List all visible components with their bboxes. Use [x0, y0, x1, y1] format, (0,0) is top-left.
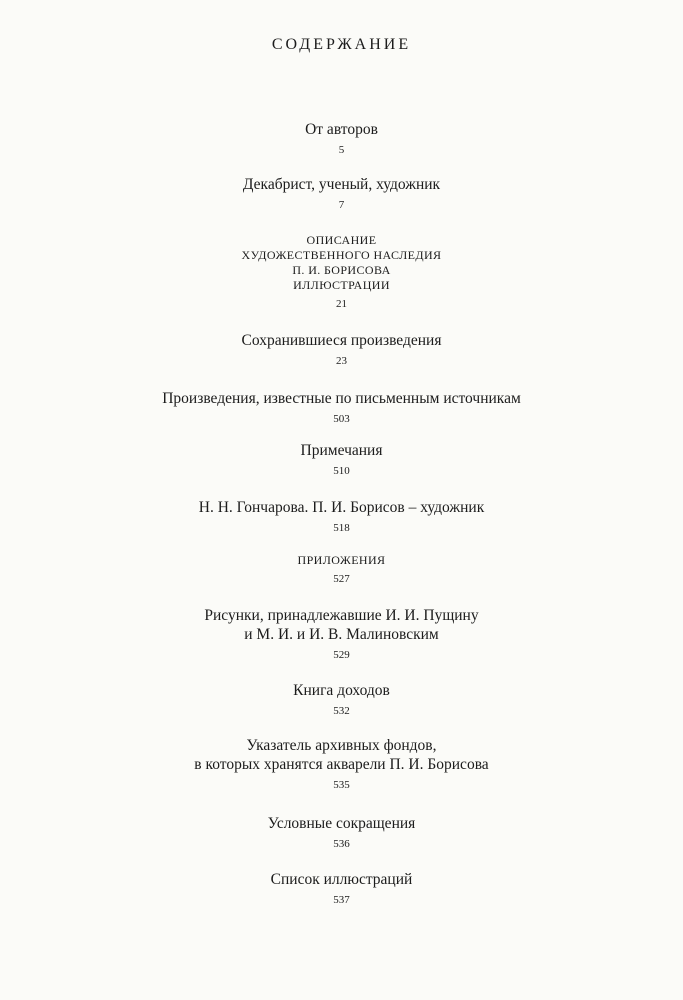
toc-section-title-line: ИЛЛЮСТРАЦИИ	[293, 278, 390, 292]
toc-section-entry	[0, 553, 683, 586]
toc-entry-title-line: Рисунки, принадлежавшие И. И. Пущину	[204, 607, 479, 624]
toc-entry	[0, 814, 683, 851]
toc-entry-title: От авторов	[305, 121, 378, 138]
toc-entry	[0, 389, 683, 426]
toc-entry	[0, 681, 683, 718]
toc-entry	[0, 441, 683, 478]
toc-entry-title-line: в которых хранятся акварели П. И. Борисова	[194, 756, 489, 773]
toc-entry-page: 21	[336, 298, 347, 310]
toc-entry-page: 527	[333, 573, 350, 585]
toc-entry-title: Условные сокращения	[267, 815, 416, 832]
toc-entry-page: 23	[336, 355, 347, 367]
toc-entry-title: Книга доходов	[293, 682, 390, 699]
toc-entry-page: 518	[333, 522, 350, 534]
toc-section-title-line: П. И. БОРИСОВА	[292, 263, 391, 277]
toc-section-entry	[0, 233, 683, 311]
toc-entry	[0, 175, 683, 212]
toc-entry-title: Примечания	[300, 442, 383, 459]
toc-entry-page: 529	[333, 649, 350, 661]
toc-entry-page: 510	[333, 465, 350, 477]
toc-section-title-line: ОПИСАНИЕ	[306, 233, 377, 247]
toc-entry-title-line: Указатель архивных фондов,	[246, 737, 437, 754]
page-title: СОДЕРЖАНИЕ	[271, 36, 412, 53]
toc-entry	[0, 498, 683, 535]
toc-entry-title: Декабрист, ученый, художник	[242, 176, 441, 193]
toc-entry-page: 536	[333, 838, 350, 850]
toc-entry-title: Н. Н. Гончарова. П. И. Борисов – художник	[198, 499, 485, 516]
toc-entry-page: 535	[333, 779, 350, 791]
toc-entry	[0, 331, 683, 368]
toc-entry-page: 532	[333, 705, 350, 717]
toc-section-title-line: ПРИЛОЖЕНИЯ	[297, 553, 386, 567]
toc-entry-page: 7	[338, 199, 345, 211]
toc-entry	[0, 870, 683, 907]
toc-entry-title-line: и М. И. и И. В. Малиновским	[244, 626, 439, 643]
toc-entry-page: 537	[333, 894, 350, 906]
toc-entry-title: Сохранившиеся произведения	[241, 332, 442, 349]
toc-entry	[0, 736, 683, 792]
toc-entry-title: Список иллюстраций	[270, 871, 413, 888]
toc-section-title-line: ХУДОЖЕСТВЕННОГО НАСЛЕДИЯ	[241, 248, 442, 262]
toc-entry-title: Произведения, известные по письменным источникам	[162, 390, 521, 407]
toc-entry-page: 5	[338, 144, 345, 156]
toc-entry	[0, 606, 683, 662]
toc-entry	[0, 120, 683, 157]
toc-entry-page: 503	[333, 413, 350, 425]
